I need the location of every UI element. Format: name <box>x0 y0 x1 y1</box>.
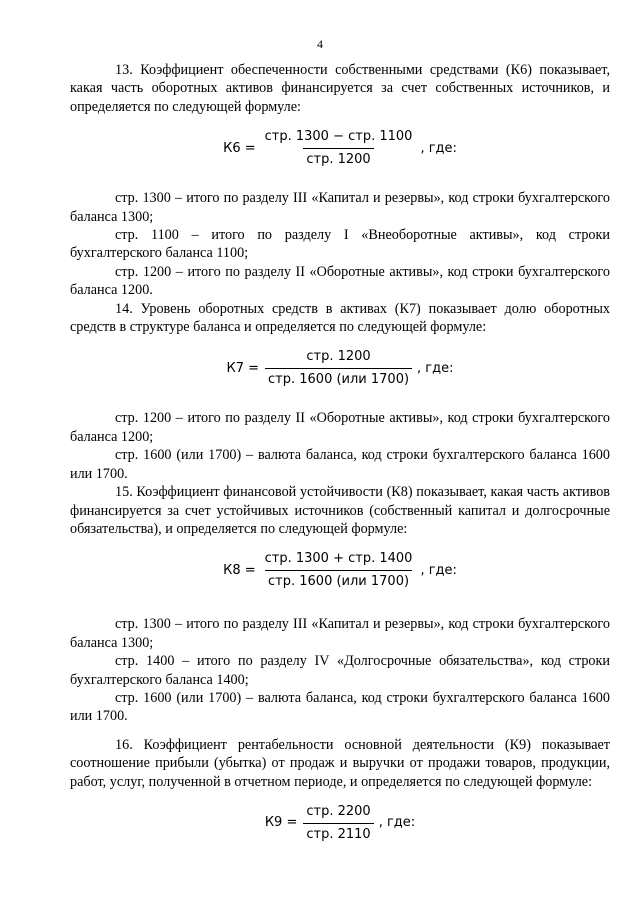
formula-denominator: стр. 1200 <box>303 148 373 169</box>
k6-formula <box>70 128 610 169</box>
k8-intro-paragraph: 15. Коэффициент финансовой устойчивости (К8) показывает, какая часть активов финансируется за счет устойчивых источников (собственный капитал и долгосрочные обязательства), и определяется по следующей формуле: <box>70 484 610 537</box>
formula-denominator: стр. 2110 <box>303 823 373 844</box>
formula-fraction <box>262 550 416 591</box>
formula-denominator: стр. 1600 (или 1700) <box>265 368 412 389</box>
k9-formula <box>70 803 610 844</box>
formula-lhs: К7 = <box>226 360 260 376</box>
formula-fraction <box>303 803 373 844</box>
definition-paragraph: стр. 1300 – итого по разделу III «Капитал и резервы», код строки бухгалтерского баланса 1300; <box>70 616 610 651</box>
k6-intro-paragraph: 13. Коэффициент обеспеченности собственными средствами (К6) показывает, какая часть оборотных активов финансируется за счет собственных источников, и определяется по следующей формуле: <box>70 62 610 115</box>
formula-suffix: , где: <box>417 360 454 376</box>
definition-paragraph: стр. 1200 – итого по разделу II «Оборотные активы», код строки бухгалтерского баланса 1200; <box>70 410 610 445</box>
formula-numerator: стр. 1200 <box>306 349 371 365</box>
formula-fraction <box>265 348 412 389</box>
definition-paragraph: стр. 1600 (или 1700) – валюта баланса, код строки бухгалтерского баланса 1600 или 1700. <box>70 447 610 482</box>
definition-paragraph: стр. 1300 – итого по разделу III «Капитал и резервы», код строки бухгалтерского баланса 1300; <box>70 190 610 225</box>
formula-suffix: , где: <box>420 140 457 156</box>
k7-formula <box>70 348 610 389</box>
formula-numerator: стр. 1300 − стр. 1100 <box>264 129 413 145</box>
formula-lhs: К8 = <box>223 562 256 578</box>
formula-lhs: К9 = <box>264 815 298 831</box>
document-body <box>70 61 610 844</box>
k9-intro-paragraph: 16. Коэффициент рентабельности основной деятельности (К9) показывает соотношение прибыли (убытка) от продаж и выручки от продажи товаров, продукции, работ, услуг, полученной в отчетном периоде, и определяется по следующей формуле: <box>70 736 610 790</box>
formula-suffix: , где: <box>420 562 457 578</box>
definition-paragraph: стр. 1200 – итого по разделу II «Оборотные активы», код строки бухгалтерского баланса 1200. <box>70 263 610 299</box>
definition-paragraph: стр. 1100 – итого по разделу I «Внеоборотные активы», код строки бухгалтерского баланса 1100; <box>70 227 610 262</box>
k7-intro-paragraph: 14. Уровень оборотных средств в активах (К7) показывает долю оборотных средств в структуре баланса и определяется по следующей формуле: <box>70 300 610 336</box>
definition-paragraph: стр. 1400 – итого по разделу IV «Долгосрочные обязательства», код строки бухгалтерского баланса 1400; <box>70 653 610 688</box>
formula-fraction <box>262 128 416 169</box>
definition-paragraph: стр. 1600 (или 1700) – валюта баланса, код строки бухгалтерского баланса 1600 или 1700. <box>70 689 610 725</box>
page-number: 4 <box>317 37 323 51</box>
formula-numerator: стр. 1300 + стр. 1400 <box>264 551 413 567</box>
formula-denominator: стр. 1600 (или 1700) <box>265 570 412 591</box>
formula-numerator: стр. 2200 <box>306 803 371 819</box>
formula-suffix: , где: <box>378 815 416 831</box>
formula-lhs: К6 = <box>223 140 256 156</box>
k8-formula <box>70 550 610 591</box>
